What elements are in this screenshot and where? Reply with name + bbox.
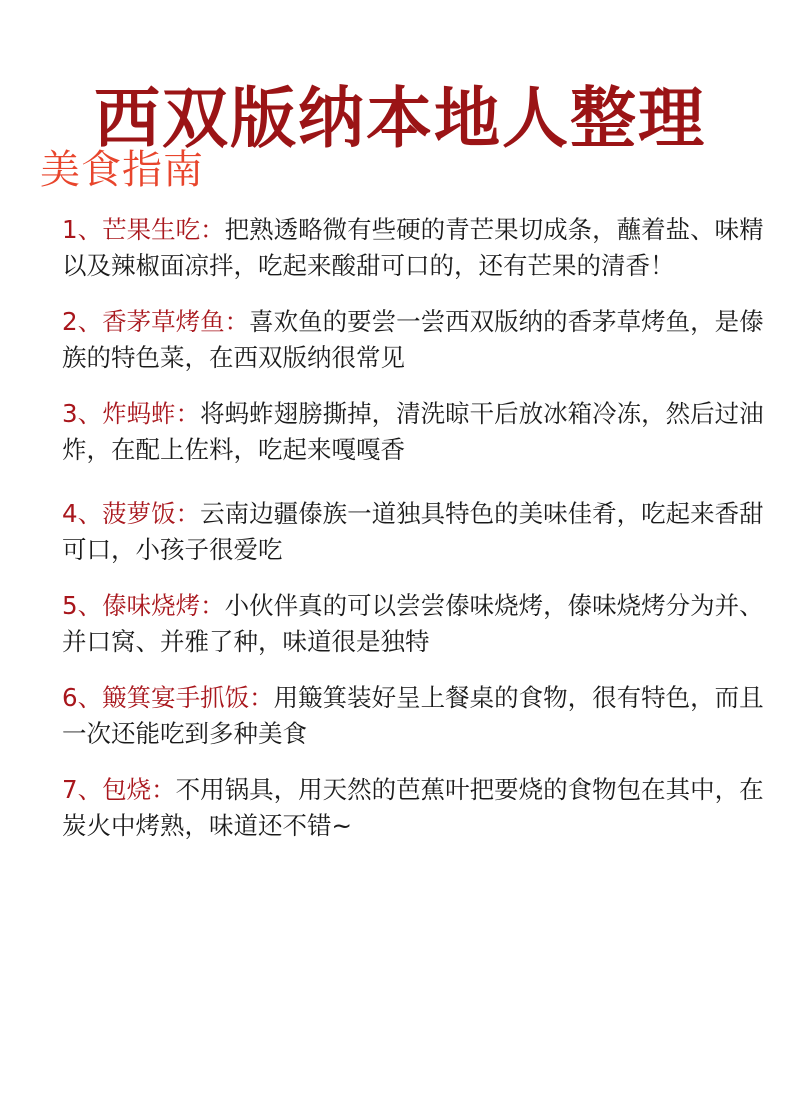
item-text: 用簸箕装好呈上餐桌的食物，很有特色，而且一次还能吃到多种美食 [62,683,764,748]
item-label: 7、包烧： [62,775,176,804]
item-label: 3、炸蚂蚱： [62,399,201,428]
item-text: 不用锅具，用天然的芭蕉叶把要烧的食物包在其中，在炭火中烤熟，味道还不错~ [62,775,764,840]
item-text: 小伙伴真的可以尝尝傣味烧烤，傣味烧烤分为并、并口窝、并雅了种，味道很是独特 [62,591,764,656]
item-label: 6、簸箕宴手抓饭： [62,683,274,712]
page-title: 西双版纳本地人整理 [94,79,706,158]
list-item-grilled-fish [62,304,767,376]
food-list [62,212,767,844]
item-label: 5、傣味烧烤： [62,591,225,620]
item-text: 喜欢鱼的要尝一尝西双版纳的香茅草烤鱼，是傣族的特色菜，在西双版纳很常见 [62,307,764,372]
item-label: 1、芒果生吃： [62,215,225,244]
section-title: 美食指南 [40,147,204,193]
list-item-basket-feast [62,680,767,752]
item-text: 把熟透略微有些硬的青芒果切成条，蘸着盐、味精以及辣椒面凉拌，吃起来酸甜可口的，还有芒果的清香！ [62,215,764,280]
item-label: 2、香茅草烤鱼： [62,307,250,336]
list-item-pineapple-rice [62,496,767,568]
item-label: 4、菠萝饭： [62,499,201,528]
list-item-dai-bbq [62,588,767,660]
item-text: 将蚂蚱翅膀撕掉，清洗晾干后放冰箱冷冻，然后过油炸，在配上佐料，吃起来嘎嘎香 [62,399,764,464]
item-text: 云南边疆傣族一道独具特色的美味佳肴，吃起来香甜可口，小孩子很爱吃 [62,499,764,564]
list-item-baoshao [62,772,767,844]
list-item-fried-grasshopper [62,396,767,468]
list-item-mango [62,212,767,284]
